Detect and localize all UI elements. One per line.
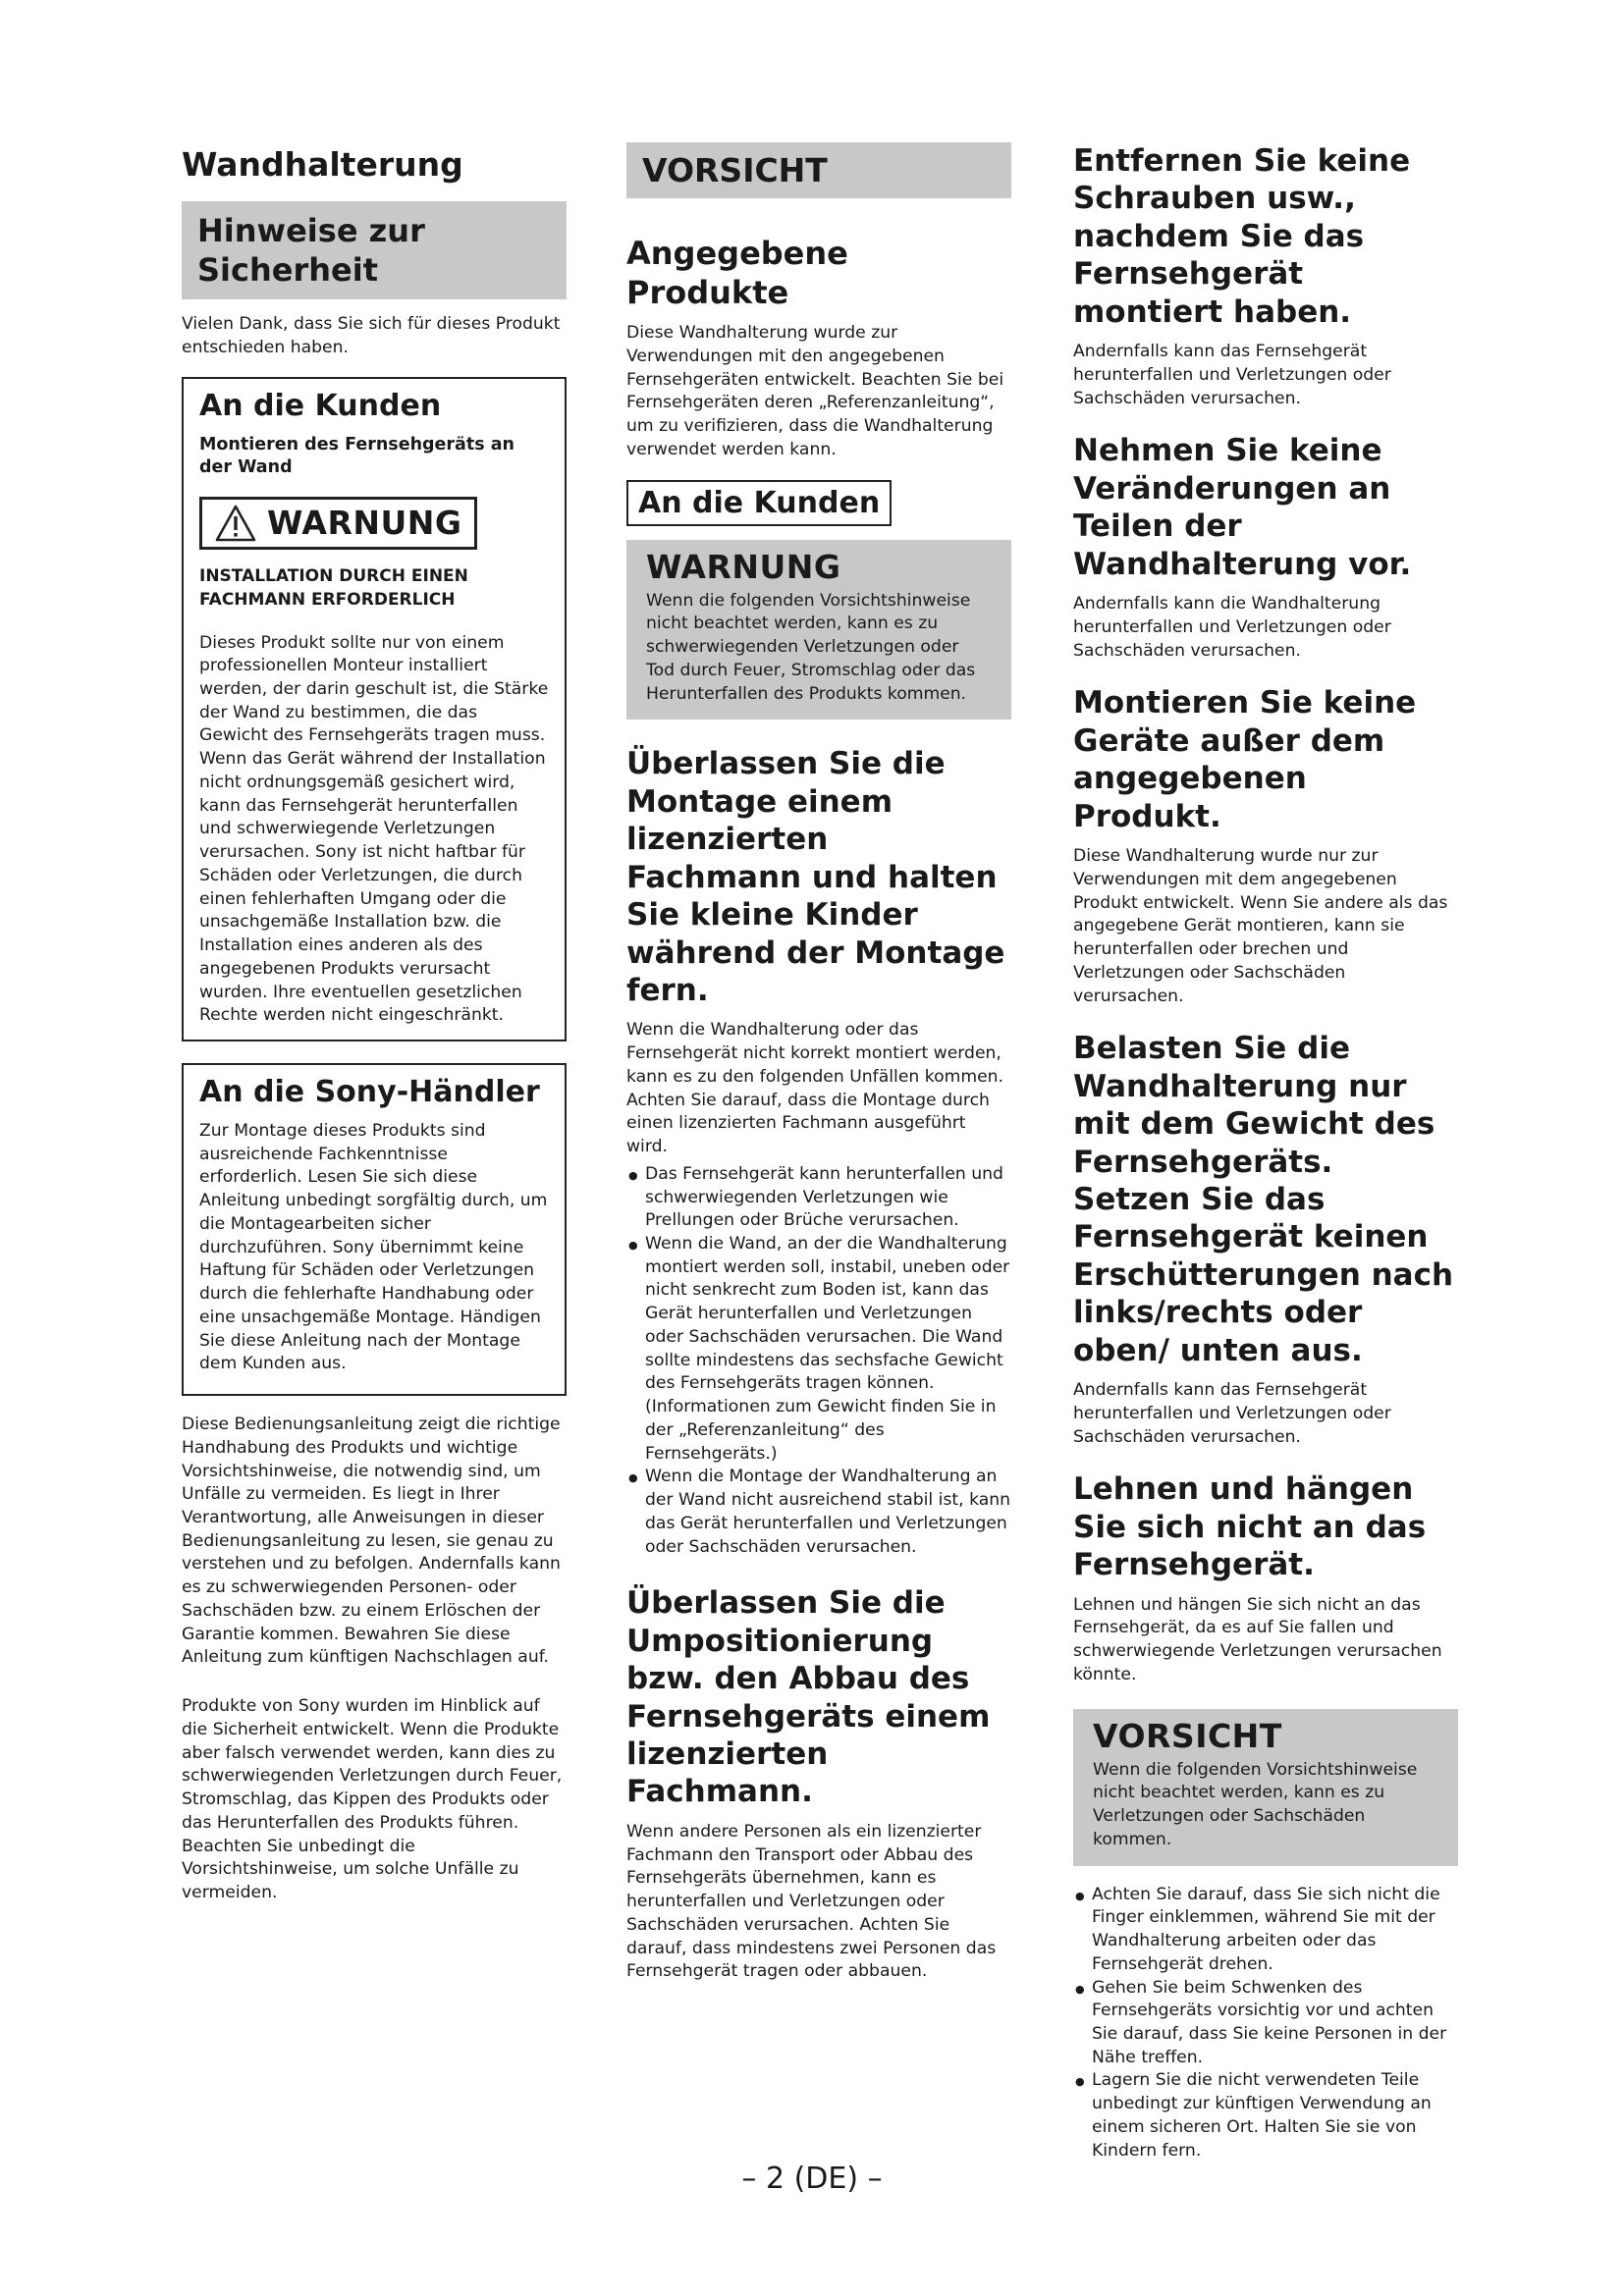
other-devices-section <box>1073 684 1458 1008</box>
dealers-heading: An die Sony-Händler <box>199 1074 540 1109</box>
modification-section <box>1073 432 1458 663</box>
screws-section <box>1073 142 1458 410</box>
installation-notice: INSTALLATION DURCH EINEN FACHMANN ERFORDERLICH <box>199 565 468 610</box>
dealers-body: Zur Montage dieses Produkts sind ausreichende Fachkenntnisse erforderlich. Lesen Sie sich diese Anleitung unbedingt sorgfältig durch, um die Montagearbeiten sicher durchzuführen. Sony übernimmt keine Haftung für Schäden oder Verletzungen durch die fehlerhafte Handhabung oder eine unsachgemäße Montage. Händigen Sie diese Anleitung nach der Montage dem Kunden aus. <box>199 1120 548 1374</box>
manual-paragraph: Diese Bedienungsanleitung zeigt die richtige Handhabung des Produkts und wichtige Vorsichtshinweise, die notwendig sind, um Unfälle zu vermeiden. Es liegt in Ihrer Verantwortung, alle Anweisungen in dieser Bedienungsanleitung zu lesen, sie genau zu verstehen und zu befolgen. Andernfalls kann es zu schwerwiegenden Personen- oder Sachschäden bzw. zu einem Erlöschen der Garantie kommen. Bewahren Sie diese Anleitung zum künftigen Nachschlagen auf. <box>182 1415 561 1668</box>
specified-products-heading: Angegebene Produkte <box>626 235 848 312</box>
column-right <box>1073 142 1458 2163</box>
lean-section <box>1073 1470 1458 1686</box>
warning-label-box <box>199 497 477 550</box>
page-title: Wandhalterung <box>182 145 463 184</box>
customers-body: Dieses Produkt sollte nur von einem professionellen Monteur installiert werden, der darin geschult ist, die Stärke der Wand zu bestimmen, die das Gewicht des Fernsehgeräts tragen muss. Wenn das Gerät während der Installation nicht ordnungsgemäß gesichert wird, kann das Fernsehgerät herunterfallen und schwerwiegende Verletzungen verursachen. Sony ist nicht haftbar für Schäden oder Verletzungen, die durch einen fehlerhaften Umgang oder die unsachgemäße Installation bzw. die Installation eines anderen als des angegebenen Produkts verursacht wurden. Ihre eventuellen gesetzlichen Rechte werden nicht eingeschränkt. <box>199 632 549 1026</box>
licensed-installer-section <box>626 745 1011 1559</box>
page-number: – 2 (DE) – <box>741 2162 883 2196</box>
section-heading: Nehmen Sie keine Veränderungen an Teilen der Wandhalterung vor. <box>1073 433 1412 582</box>
section-heading: Belasten Sie die Wandhalterung nur mit dem Gewicht des Fernsehgeräts. Setzen Sie das Fernsehgerät keinen Erschütterungen nach links/rechts oder oben/ unten aus. <box>1073 1031 1454 1368</box>
warning-box <box>626 540 1011 721</box>
relocation-section <box>626 1584 1011 1984</box>
customers-heading: An die Kunden <box>199 389 442 424</box>
caution-title: VORSICHT <box>1093 1716 1282 1755</box>
specified-products-body: Diese Wandhalterung wurde zur Verwendungen mit den angegebenen Fernsehgeräten entwickelt. Beachten Sie bei Fernsehgeräten deren „Referenzanleitung“, um zu verifizieren, dass die Wandhalterung verwendet werden kann. <box>626 323 1004 459</box>
caution-box <box>1073 1709 1458 1866</box>
section-heading: Überlassen Sie die Montage einem lizenzierten Fachmann und halten Sie kleine Kinder während der Montage fern. <box>626 746 1005 1008</box>
list-item: ● Gehen Sie beim Schwenken des Fernsehgeräts vorsichtig vor und achten Sie darauf, dass Sie keine Personen in der Nähe treffen. <box>1073 1977 1458 2070</box>
section-body: Andernfalls kann das Fernsehgerät herunterfallen und Verletzungen oder Sachschäden verursachen. <box>1073 342 1391 408</box>
list-item: ● Achten Sie darauf, dass Sie sich nicht die Finger einklemmen, während Sie mit der Wandhalterung arbeiten oder das Fernsehgerät drehen. <box>1073 1884 1458 1977</box>
warning-title: WARNUNG <box>646 547 841 586</box>
section-heading: Entfernen Sie keine Schrauben usw., nachdem Sie das Fernsehgerät montiert haben. <box>1073 143 1411 330</box>
section-heading: Überlassen Sie die Umpositionierung bzw. den Abbau des Fernsehgeräts einem lizenzierten Fachmann. <box>626 1585 991 1810</box>
caution-body: Wenn die folgenden Vorsichtshinweise nicht beachtet werden, kann es zu Verletzungen oder Sachschäden kommen. <box>1093 1759 1418 1849</box>
load-section <box>1073 1030 1458 1449</box>
list-item: ● Wenn die Montage der Wandhalterung an der Wand nicht ausreichend stabil ist, kann das Gerät herunterfallen und Verletzungen oder Sachschäden verursachen. <box>626 1466 1011 1559</box>
safety-paragraph: Produkte von Sony wurden im Hinblick auf die Sicherheit entwickelt. Wenn die Produkte aber falsch verwendet werden, kann dies zu schwerwiegenden Verletzungen durch Feuer, Stromschlag, das Kippen des Produkts oder das Herunterfallen des Produkts führen. Beachten Sie unbedingt die Vorsichtshinweise, um solche Unfälle zu vermeiden. <box>182 1696 563 1903</box>
list-item: ● Wenn die Wand, an der die Wandhalterung montiert werden soll, instabil, uneben oder nicht senkrecht zum Boden ist, kann das Gerät herunterfallen und Verletzungen oder Sachschäden verursachen. Die Wand sollte mindestens das sechsfache Gewicht des Fernsehgeräts tragen können. (Informationen zum Gewicht finden Sie in der „Referenzanleitung“ des Fernsehgeräts.) <box>626 1233 1011 1466</box>
caution-bullet-list <box>1073 1884 1458 2163</box>
customers-subheading: Montieren des Fernsehgeräts an der Wand <box>199 435 515 478</box>
bullet-list <box>626 1163 1011 1559</box>
section-heading: Montieren Sie keine Geräte außer dem angegebenen Produkt. <box>1073 685 1417 834</box>
customers-box <box>182 377 567 1041</box>
warning-body: Wenn die folgenden Vorsichtshinweise nicht beachtet werden, kann es zu schwerwiegenden Verletzungen oder Tod durch Feuer, Stromschlag oder das Herunterfallen des Produkts kommen. <box>646 590 976 704</box>
warning-label: WARNUNG <box>267 504 462 543</box>
customers-label: An die Kunden <box>626 480 892 526</box>
section-body: Wenn andere Personen als ein lizenzierter Fachmann den Transport oder Abbau des Fernsehgeräts übernehmen, kann es herunterfallen und Verletzungen oder Sachschäden verursachen. Achten Sie darauf, dass mindestens zwei Personen das Fernsehgerät tragen oder abbauen. <box>626 1821 997 1982</box>
section-body: Andernfalls kann das Fernsehgerät herunterfallen und Verletzungen oder Sachschäden verursachen. <box>1073 1380 1391 1447</box>
caution-heading: VORSICHT <box>626 142 1011 198</box>
warning-triangle-icon <box>214 504 257 543</box>
section-body: Diese Wandhalterung wurde nur zur Verwendungen mit dem angegebenen Produkt entwickelt. Wenn Sie andere als das angegebene Gerät montieren, kann sie herunterfallen oder brechen und Verletzungen oder Sachschäden verursachen. <box>1073 846 1448 1006</box>
list-item: ● Das Fernsehgerät kann herunterfallen und schwerwiegenden Verletzungen wie Prellungen oder Brüche verursachen. <box>626 1163 1011 1233</box>
section-heading: Lehnen und hängen Sie sich nicht an das Fernsehgerät. <box>1073 1471 1427 1583</box>
section-body: Wenn die Wandhalterung oder das Fernsehgerät nicht korrekt montiert werden, kann es zu den folgenden Unfällen kommen. Achten Sie darauf, dass die Montage durch einen lizenzierten Fachmann ausgeführt wird. <box>626 1020 1004 1157</box>
dealers-box <box>182 1063 567 1396</box>
thanks-text: Vielen Dank, dass Sie sich für dieses Produkt entschieden haben. <box>182 313 561 357</box>
safety-heading: Hinweise zur Sicherheit <box>182 201 567 299</box>
column-middle <box>626 142 1011 2005</box>
column-left <box>182 142 567 1905</box>
list-item: ● Lagern Sie die nicht verwendeten Teile unbedingt zur künftigen Verwendung an einem sicheren Ort. Halten Sie sie von Kindern fern. <box>1073 2069 1458 2163</box>
section-body: Lehnen und hängen Sie sich nicht an das Fernsehgerät, da es auf Sie fallen und schwerwiegende Verletzungen verursachen könnte. <box>1073 1594 1442 1684</box>
section-body: Andernfalls kann die Wandhalterung herunterfallen und Verletzungen oder Sachschäden verursachen. <box>1073 594 1391 661</box>
